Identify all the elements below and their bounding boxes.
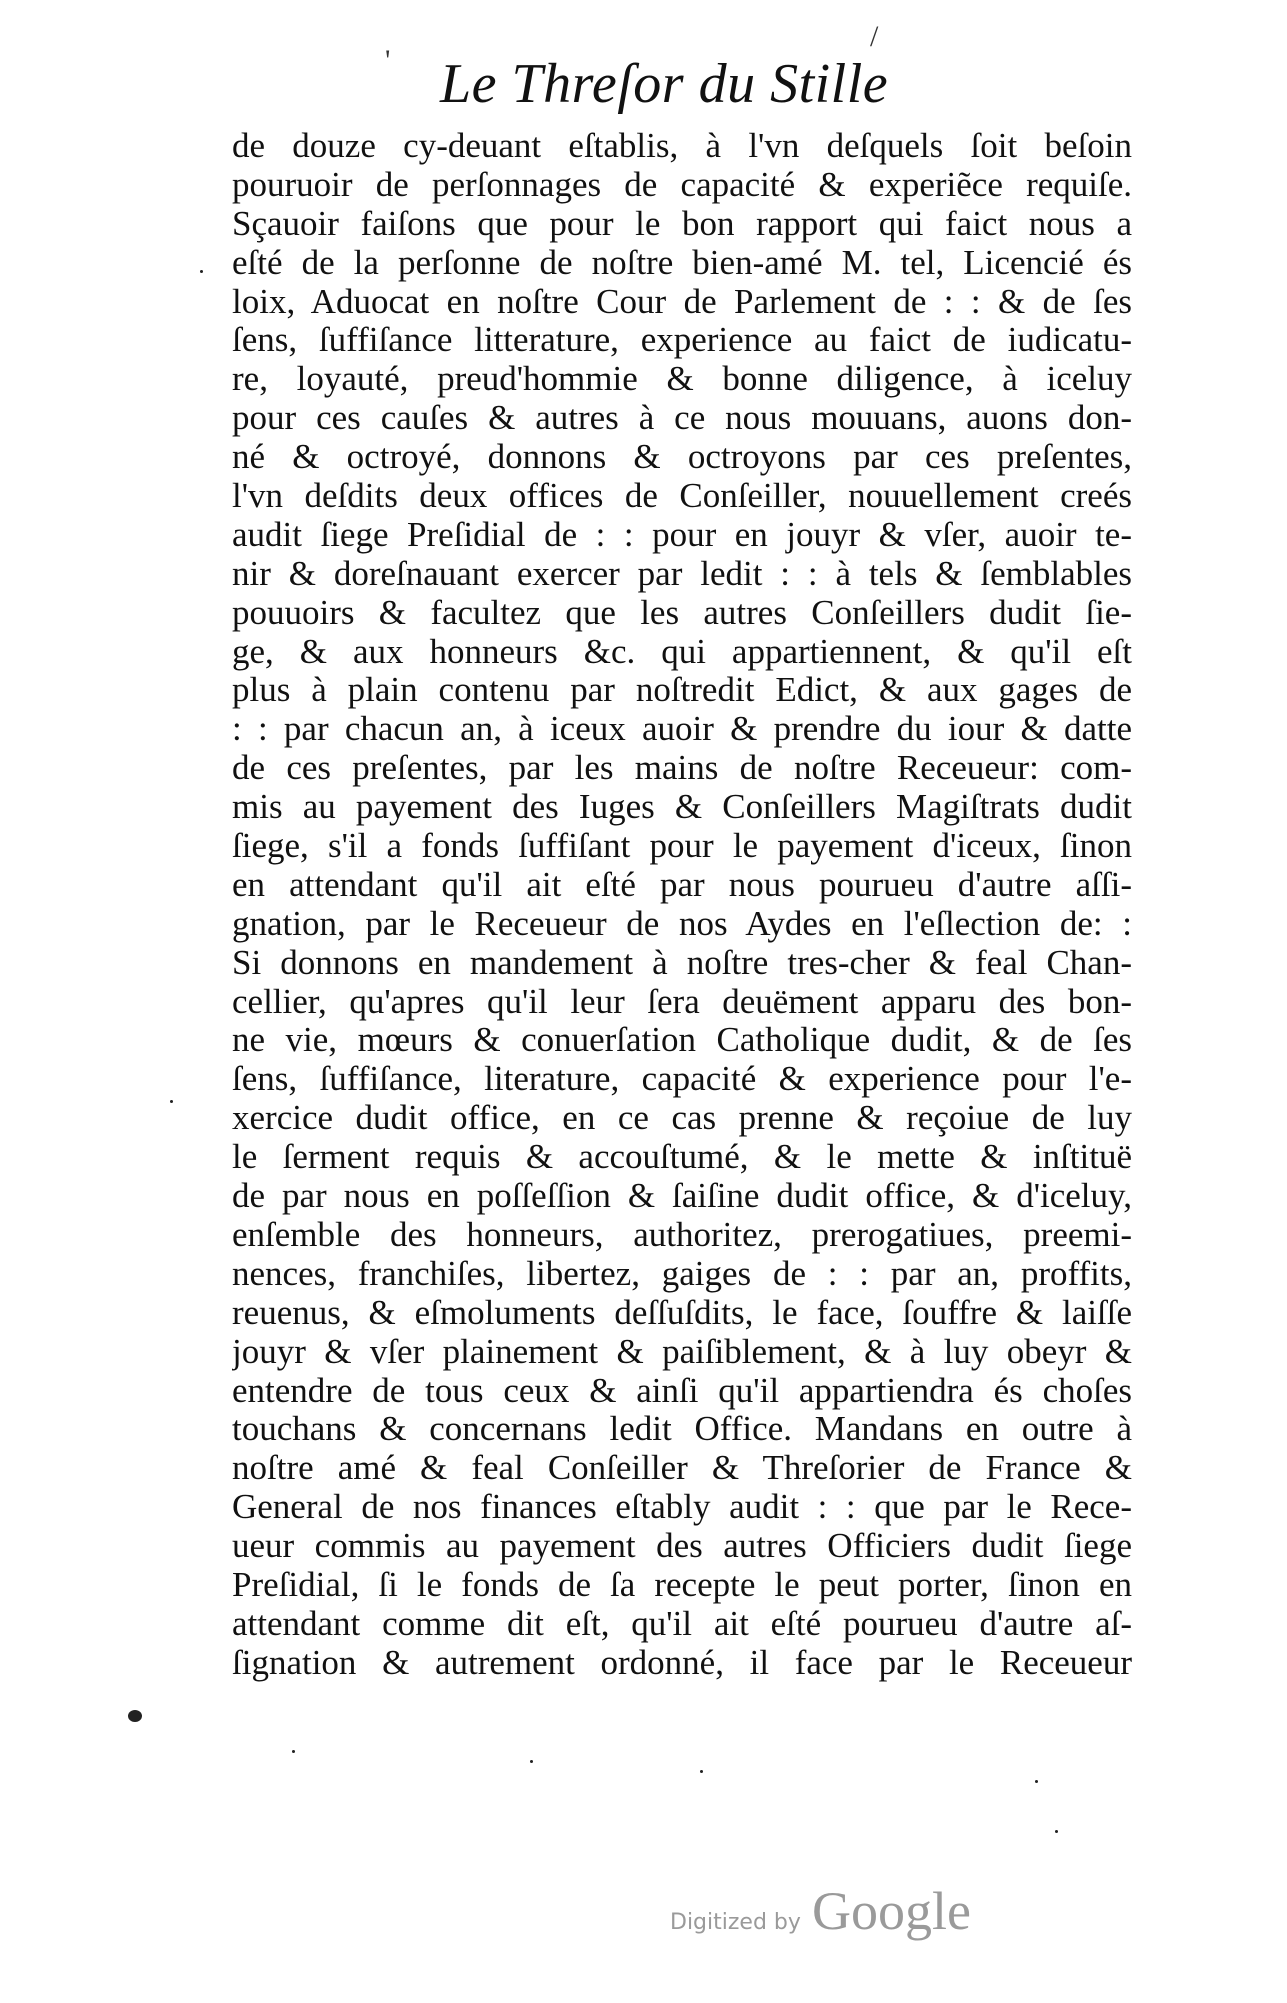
- margin-speck: [700, 1770, 703, 1773]
- text-line: de douze cy-deuant eſtablis, à l'vn deſquels ſoit beſoin: [232, 127, 1132, 165]
- text-line: Preſidial, ſi le fonds de ſa recepte le peut porter, ſinon en: [232, 1565, 1132, 1604]
- text-line: mis au payement des Iuges & Conſeillers Magiſtrats dudit: [232, 788, 1132, 827]
- text-line: noſtre amé & feal Conſeiller & Threſorier de France &: [232, 1449, 1132, 1488]
- running-head: Le Threſor du Stille: [440, 53, 889, 115]
- text-line: né & octroyé, donnons & octroyons par ces preſentes,: [232, 438, 1132, 477]
- text-line: l'vn deſdits deux offices de Conſeiller, nouuellement creés: [232, 477, 1132, 516]
- text-line: Sçauoir faiſons que pour le bon rapport qui faict nous a: [232, 204, 1132, 243]
- text-line: pouruoir de perſonnages de capacité & experiẽce requiſe.: [232, 165, 1132, 204]
- margin-speck: /: [870, 20, 879, 53]
- text-line: de par nous en poſſeſſion & ſaiſine dudit office, & d'iceluy,: [232, 1177, 1132, 1216]
- margin-speck: ': [385, 44, 391, 77]
- text-line: audit ſiege Preſidial de : : pour en jouyr & vſer, auoir te-: [232, 515, 1132, 554]
- text-line: touchans & concernans ledit Office. Mandans en outre à: [232, 1410, 1132, 1449]
- text-line: le ſerment requis & accouſtumé, & le mette & inſtituë: [232, 1138, 1132, 1177]
- margin-blot: [128, 1710, 142, 1722]
- margin-speck: [292, 1750, 295, 1753]
- text-line: ſiege, s'il a fonds ſuffiſant pour le payement d'iceux, ſinon: [232, 827, 1132, 866]
- text-line: cellier, qu'apres qu'il leur ſera deuëment apparu des bon-: [232, 982, 1132, 1021]
- margin-speck: [170, 1100, 173, 1103]
- text-line: : : par chacun an, à iceux auoir & prendre du iour & datte: [232, 710, 1132, 749]
- text-line: ueur commis au payement des autres Officiers dudit ſiege: [232, 1527, 1132, 1566]
- text-line: attendant comme dit eſt, qu'il ait eſté pourueu d'autre aſ-: [232, 1604, 1132, 1643]
- text-line: ne vie, mœurs & conuerſation Catholique dudit, & de ſes: [232, 1021, 1132, 1060]
- text-line: reuenus, & eſmoluments deſſuſdits, le face, ſouffre & laiſſe: [232, 1293, 1132, 1332]
- text-line: ge, & aux honneurs &c. qui appartiennent, & qu'il eſt: [232, 632, 1132, 671]
- body-text: [232, 127, 1132, 1683]
- watermark-brand: Google: [812, 1881, 971, 1941]
- text-line: Si donnons en mandement à noſtre tres-cher & feal Chan-: [232, 943, 1132, 982]
- text-line: de ces preſentes, par les mains de noſtre Receueur: com-: [232, 749, 1132, 788]
- text-line: loix, Aduocat en noſtre Cour de Parlement de : : & de ſes: [232, 282, 1132, 321]
- margin-speck: [1055, 1830, 1058, 1833]
- text-line: ſens, ſuffiſance litterature, experience au faict de iudicatu-: [232, 321, 1132, 360]
- margin-speck: [1035, 1780, 1038, 1783]
- text-line: General de nos finances eſtably audit : : que par le Rece-: [232, 1488, 1132, 1527]
- text-line: pour ces cauſes & autres à ce nous mouuans, auons don-: [232, 399, 1132, 438]
- text-line: ſignation & autrement ordonné, il face par le Receueur: [232, 1643, 1132, 1682]
- text-line: plus à plain contenu par noſtredit Edict, & aux gages de: [232, 671, 1132, 710]
- margin-speck: [200, 270, 203, 273]
- text-line: re, loyauté, preud'hommie & bonne diligence, à iceluy: [232, 360, 1132, 399]
- text-line: entendre de tous ceux & ainſi qu'il appartiendra és choſes: [232, 1371, 1132, 1410]
- margin-speck: [530, 1760, 533, 1763]
- text-line: en attendant qu'il ait eſté par nous pourueu d'autre aſſi-: [232, 865, 1132, 904]
- text-line: enſemble des honneurs, authoritez, prerogatiues, preemi-: [232, 1215, 1132, 1254]
- text-line: eſté de la perſonne de noſtre bien-amé M. tel, Licencié és: [232, 243, 1132, 282]
- text-line: ſens, ſuffiſance, literature, capacité & experience pour l'e-: [232, 1060, 1132, 1099]
- text-line: nir & doreſnauant exercer par ledit : : à tels & ſemblables: [232, 554, 1132, 593]
- watermark-prefix: Digitized by: [670, 1910, 801, 1935]
- text-line: xercice dudit office, en ce cas prenne & reçoiue de luy: [232, 1099, 1132, 1138]
- text-line: pouuoirs & facultez que les autres Conſeillers dudit ſie-: [232, 593, 1132, 632]
- text-line: nences, franchiſes, libertez, gaiges de : : par an, proffits,: [232, 1254, 1132, 1293]
- digitized-watermark: [670, 1880, 971, 1960]
- text-line: gnation, par le Receueur de nos Aydes en l'eſlection de: :: [232, 904, 1132, 943]
- text-line: jouyr & vſer plainement & paiſiblement, & à luy obeyr &: [232, 1332, 1132, 1371]
